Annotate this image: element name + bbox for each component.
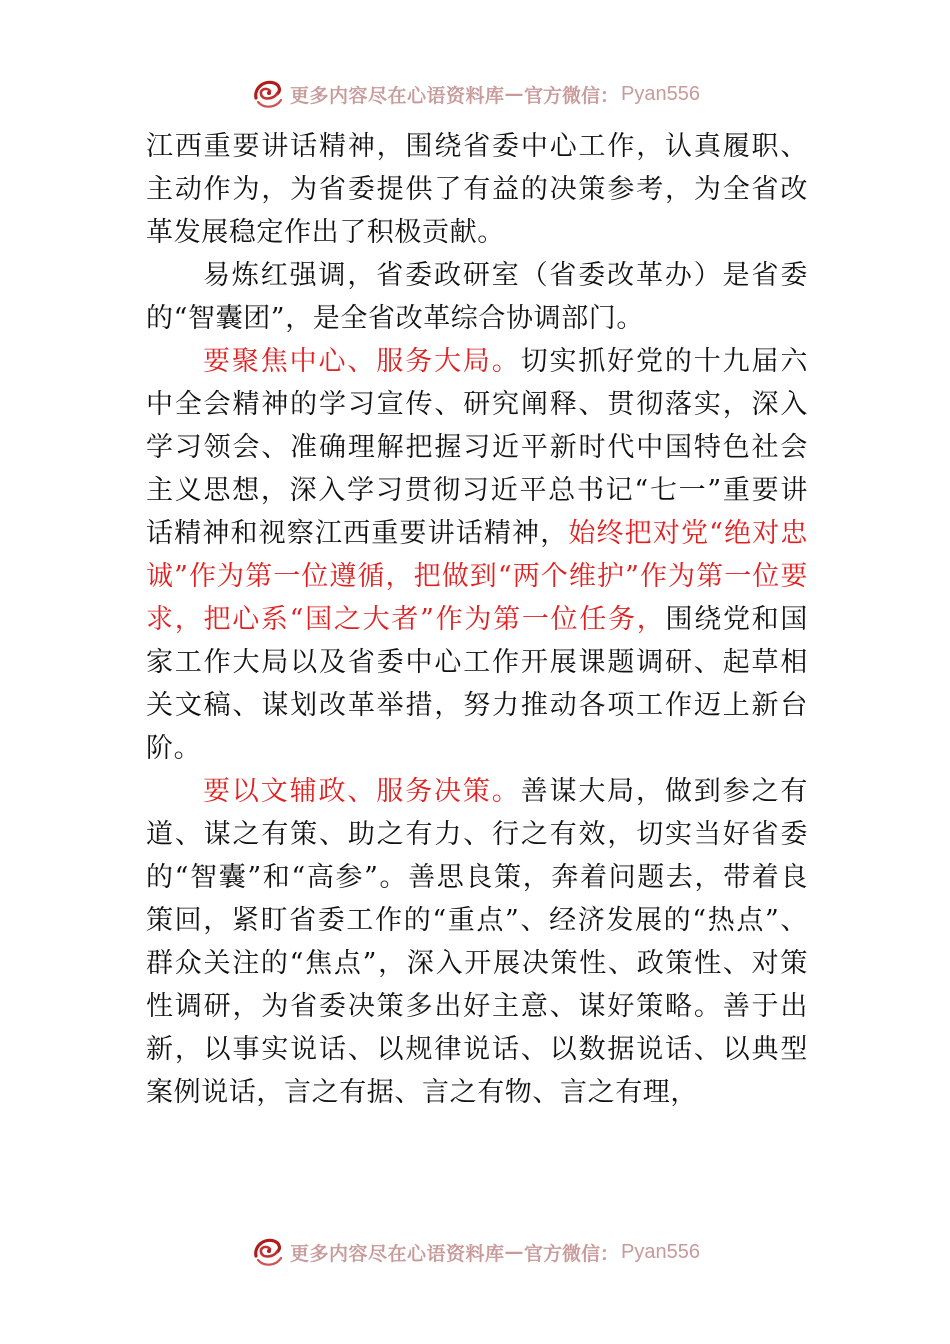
banner-brand-text: 更多内容尽在心语资料库 <box>290 84 505 107</box>
footer-banner <box>0 1230 950 1274</box>
paragraph-2: 易炼红强调，省委政研室（省委改革办）是省委的“智囊团”，是全省改革综合协调部门。 <box>146 260 808 334</box>
banner-brand-text: 更多内容尽在心语资料库 <box>290 1242 505 1265</box>
banner-dash: — <box>504 83 525 105</box>
paragraph-3-red-emphasis: 始终把对党“绝对忠诚”作为第一位遵循，把做到“两个维护”作为第一位要求，把心系“国之大者”作为第一位任务， <box>146 518 809 635</box>
banner-wechat-id: Pyan556 <box>621 1240 700 1263</box>
paragraph-3-text-a: 切实抓好党的十九届六中全会精神的学习宣传、研究阐释、贯彻落实，深入学习领会、准确理解把握习近平新时代中国特色社会主义思想，深入学习贯彻习近平总书记“七一”重要讲话精神和视察江西重要讲话精神， <box>146 346 809 549</box>
paragraph-3-text-b: 围绕党和国家工作大局以及省委中心工作开展课题调研、起草相关文稿、谋划改革举措，努力推动各项工作迈上新台阶。 <box>146 604 809 764</box>
paragraph-1: 江西重要讲话精神，围绕省委中心工作，认真履职、主动作为，为省委提供了有益的决策参考，为全省改革发展稳定作出了积极贡献。 <box>146 131 808 248</box>
banner-wechat-id: Pyan556 <box>621 82 700 105</box>
paragraph-4 <box>146 770 808 1114</box>
banner-wechat-label: 官方微信： <box>524 84 620 107</box>
section-heading-focus-center: 要聚焦中心、服务大局。 <box>203 346 521 377</box>
document-body <box>146 125 808 1114</box>
banner-dash: — <box>504 1241 525 1263</box>
banner-wechat-label: 官方微信： <box>524 1242 620 1265</box>
section-heading-assist-governance: 要以文辅政、服务决策。 <box>203 776 521 807</box>
header-banner <box>0 72 950 116</box>
paragraph-3 <box>146 340 808 770</box>
red-swirl-logo-icon <box>250 76 286 112</box>
red-swirl-logo-icon <box>250 1234 286 1270</box>
paragraph-4-text: 善谋大局，做到参之有道、谋之有策、助之有力、行之有效，切实当好省委的“智囊”和“高参”。善思良策，奔着问题去，带着良策回，紧盯省委工作的“重点”、经济发展的“热点”、群众关注的“焦点”，深入开展决策性、政策性、对策性调研，为省委决策多出好主意、谋好策略。善于出新，以事实说话、以规律说话、以数据说话、以典型案例说话，言之有据、言之有物、言之有理， <box>146 776 809 1108</box>
